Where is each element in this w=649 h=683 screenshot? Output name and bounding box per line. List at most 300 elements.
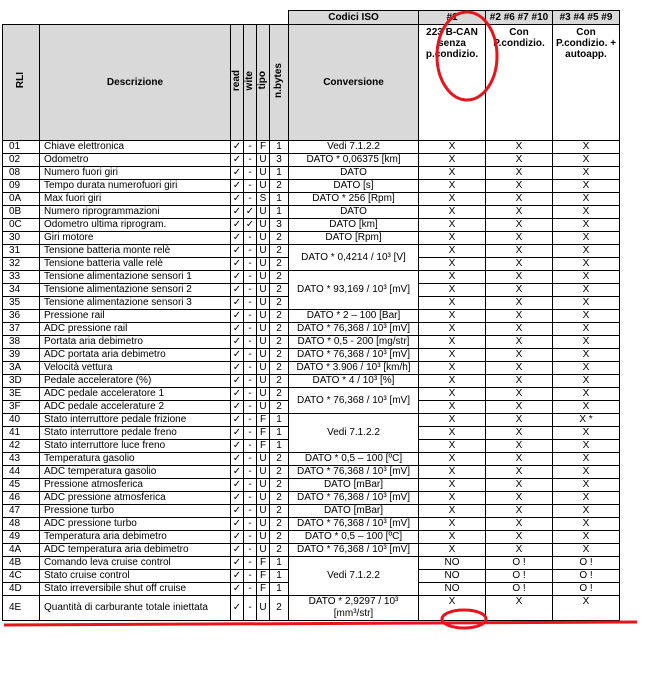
nbytes-cell: 2 [270, 518, 289, 531]
description-cell: ADC pedale acceleratore 1 [40, 388, 231, 401]
header-iso-2-sub: Con P.condizio. [486, 25, 553, 141]
rli-cell: 3E [3, 388, 40, 401]
iso-1-cell: X [419, 596, 486, 621]
write-cell: - [244, 284, 257, 297]
iso-2-cell: X [486, 466, 553, 479]
tipo-cell: U [257, 206, 270, 219]
iso-2-cell: X [486, 206, 553, 219]
rli-table [2, 10, 620, 621]
iso-2-cell: X [486, 531, 553, 544]
iso-2-cell: X [486, 141, 553, 154]
header-read-label: read [231, 69, 242, 92]
iso-2-cell: X [486, 518, 553, 531]
nbytes-cell: 2 [270, 297, 289, 310]
header-nbytes [270, 25, 289, 141]
iso-2-cell: X [486, 479, 553, 492]
nbytes-cell: 1 [270, 193, 289, 206]
nbytes-cell: 1 [270, 570, 289, 583]
description-cell: Numero riprogrammazioni [40, 206, 231, 219]
iso-1-cell: X [419, 297, 486, 310]
write-cell: - [244, 141, 257, 154]
description-cell: Tempo durata numerofuori giri [40, 180, 231, 193]
read-cell: ✓ [231, 375, 244, 388]
tipo-cell: U [257, 466, 270, 479]
read-cell: ✓ [231, 479, 244, 492]
nbytes-cell: 2 [270, 323, 289, 336]
write-cell: - [244, 245, 257, 258]
tipo-cell: U [257, 505, 270, 518]
iso-2-cell: X [486, 362, 553, 375]
iso-1-cell: X [419, 219, 486, 232]
read-cell: ✓ [231, 401, 244, 414]
conversion-cell: DATO [289, 167, 419, 180]
conversion-cell: DATO * 76,368 / 10³ [mV] [289, 518, 419, 531]
tipo-cell: U [257, 531, 270, 544]
nbytes-cell: 3 [270, 154, 289, 167]
nbytes-cell: 2 [270, 258, 289, 271]
write-cell: - [244, 583, 257, 596]
read-cell: ✓ [231, 388, 244, 401]
write-cell: - [244, 180, 257, 193]
iso-3-cell: X [553, 271, 620, 284]
iso-3-cell: X [553, 297, 620, 310]
write-cell: - [244, 557, 257, 570]
tipo-cell: U [257, 180, 270, 193]
tipo-cell: F [257, 583, 270, 596]
iso-3-cell: X [553, 141, 620, 154]
nbytes-cell: 1 [270, 557, 289, 570]
iso-1-cell: NO [419, 557, 486, 570]
read-cell: ✓ [231, 544, 244, 557]
conversion-cell: DATO [mBar] [289, 505, 419, 518]
description-cell: ADC pressione turbo [40, 518, 231, 531]
table-row [3, 479, 620, 492]
tipo-cell: U [257, 232, 270, 245]
iso-1-cell: X [419, 492, 486, 505]
nbytes-cell: 1 [270, 141, 289, 154]
rli-cell: 48 [3, 518, 40, 531]
iso-1-cell: X [419, 375, 486, 388]
read-cell: ✓ [231, 349, 244, 362]
iso-1-cell: X [419, 531, 486, 544]
conversion-cell: DATO * 76,368 / 10³ [mV] [289, 544, 419, 557]
conversion-cell: DATO * 256 [Rpm] [289, 193, 419, 206]
description-cell: Odometro ultima riprogram. [40, 219, 231, 232]
write-cell: - [244, 310, 257, 323]
read-cell: ✓ [231, 297, 244, 310]
nbytes-cell: 3 [270, 219, 289, 232]
table-row [3, 206, 620, 219]
nbytes-cell: 1 [270, 206, 289, 219]
rli-cell: 41 [3, 427, 40, 440]
rli-cell: 4C [3, 570, 40, 583]
iso-2-cell: X [486, 258, 553, 271]
header-iso-1-sub: 223 B-CAN senza p.condizio. [419, 25, 486, 141]
iso-2-cell: X [486, 492, 553, 505]
iso-3-cell: X [553, 531, 620, 544]
rli-cell: 0C [3, 219, 40, 232]
write-cell: - [244, 362, 257, 375]
iso-1-cell: X [419, 245, 486, 258]
iso-3-cell: X [553, 518, 620, 531]
iso-3-cell: X [553, 323, 620, 336]
iso-1-cell: NO [419, 583, 486, 596]
conversion-cell: DATO * 3.906 / 10³ [km/h] [289, 362, 419, 375]
iso-2-cell: X [486, 232, 553, 245]
tipo-cell: F [257, 557, 270, 570]
table-row [3, 466, 620, 479]
iso-3-cell: X [553, 206, 620, 219]
iso-1-cell: X [419, 310, 486, 323]
nbytes-cell: 1 [270, 440, 289, 453]
iso-2-cell: X [486, 505, 553, 518]
nbytes-cell: 2 [270, 505, 289, 518]
iso-2-cell: X [486, 180, 553, 193]
rli-cell: 31 [3, 245, 40, 258]
iso-1-cell: NO [419, 570, 486, 583]
iso-2-cell: X [486, 297, 553, 310]
table-row [3, 323, 620, 336]
tipo-cell: U [257, 388, 270, 401]
write-cell: - [244, 570, 257, 583]
iso-1-cell: X [419, 284, 486, 297]
rli-cell: 35 [3, 297, 40, 310]
iso-3-cell: X [553, 154, 620, 167]
iso-3-cell: X [553, 466, 620, 479]
conversion-cell: DATO * 0,5 – 100 [ºC] [289, 453, 419, 466]
description-cell: Pressione rail [40, 310, 231, 323]
read-cell: ✓ [231, 427, 244, 440]
iso-2-cell: X [486, 544, 553, 557]
description-cell: Tensione alimentazione sensori 2 [40, 284, 231, 297]
nbytes-cell: 2 [270, 180, 289, 193]
description-cell: Comando leva cruise control [40, 557, 231, 570]
description-cell: Pedale acceleratore (%) [40, 375, 231, 388]
conversion-cell: DATO * 76,368 / 10³ [mV] [289, 323, 419, 336]
iso-3-cell: X [553, 375, 620, 388]
iso-3-cell: X [553, 596, 620, 621]
conversion-cell: DATO * 0,5 - 200 [mg/str] [289, 336, 419, 349]
iso-1-cell: X [419, 167, 486, 180]
table-row [3, 219, 620, 232]
conversion-cell: DATO * 2,9297 / 10³ [mm³/str] [289, 596, 419, 621]
tipo-cell: U [257, 154, 270, 167]
tipo-cell: U [257, 479, 270, 492]
iso-1-cell: X [419, 505, 486, 518]
nbytes-cell: 2 [270, 596, 289, 621]
iso-3-cell: X [553, 232, 620, 245]
conversion-cell: DATO * 76,368 / 10³ [mV] [289, 466, 419, 479]
tipo-cell: F [257, 440, 270, 453]
iso-1-cell: X [419, 466, 486, 479]
description-cell: Tensione batteria valle relè [40, 258, 231, 271]
rli-cell: 43 [3, 453, 40, 466]
tipo-cell: U [257, 245, 270, 258]
description-cell: Stato interruttore luce freno [40, 440, 231, 453]
iso-3-cell: X [553, 505, 620, 518]
nbytes-cell: 2 [270, 284, 289, 297]
nbytes-cell: 2 [270, 479, 289, 492]
read-cell: ✓ [231, 440, 244, 453]
nbytes-cell: 2 [270, 388, 289, 401]
nbytes-cell: 1 [270, 583, 289, 596]
nbytes-cell: 2 [270, 375, 289, 388]
conversion-cell: DATO * 76,368 / 10³ [mV] [289, 349, 419, 362]
nbytes-cell: 2 [270, 310, 289, 323]
conversion-cell: DATO * 76,368 / 10³ [mV] [289, 492, 419, 505]
table-row [3, 141, 620, 154]
rli-cell: 32 [3, 258, 40, 271]
header-rli-label: RLI [15, 72, 26, 89]
read-cell: ✓ [231, 453, 244, 466]
iso-2-cell: O ! [486, 557, 553, 570]
read-cell: ✓ [231, 245, 244, 258]
write-cell: - [244, 544, 257, 557]
nbytes-cell: 2 [270, 362, 289, 375]
write-cell: - [244, 401, 257, 414]
description-cell: ADC pressione atmosferica [40, 492, 231, 505]
rli-cell: 3F [3, 401, 40, 414]
iso-2-cell: X [486, 154, 553, 167]
table-row [3, 414, 620, 427]
nbytes-cell: 2 [270, 466, 289, 479]
write-cell: - [244, 336, 257, 349]
tipo-cell: U [257, 401, 270, 414]
conversion-cell: DATO [mBar] [289, 479, 419, 492]
description-cell: Odometro [40, 154, 231, 167]
description-cell: Tensione batteria monte relè [40, 245, 231, 258]
tipo-cell: U [257, 336, 270, 349]
nbytes-cell: 2 [270, 349, 289, 362]
read-cell: ✓ [231, 154, 244, 167]
nbytes-cell: 2 [270, 453, 289, 466]
iso-3-cell: X [553, 258, 620, 271]
iso-1-cell: X [419, 180, 486, 193]
rli-cell: 49 [3, 531, 40, 544]
write-cell: - [244, 388, 257, 401]
rli-cell: 4B [3, 557, 40, 570]
description-cell: Quantità di carburante totale iniettata [40, 596, 231, 621]
conversion-cell: DATO * 4 / 10³ [%] [289, 375, 419, 388]
table-body [3, 141, 620, 621]
description-cell: Chiave elettronica [40, 141, 231, 154]
read-cell: ✓ [231, 596, 244, 621]
table-row [3, 180, 620, 193]
rli-cell: 39 [3, 349, 40, 362]
nbytes-cell: 2 [270, 336, 289, 349]
iso-3-cell: X [553, 544, 620, 557]
description-cell: ADC portata aria debimetro [40, 349, 231, 362]
rli-cell: 34 [3, 284, 40, 297]
write-cell: - [244, 375, 257, 388]
iso-3-cell: X [553, 492, 620, 505]
iso-3-cell: X [553, 193, 620, 206]
conversion-cell: DATO [289, 206, 419, 219]
iso-2-cell: O ! [486, 583, 553, 596]
iso-2-cell: X [486, 167, 553, 180]
description-cell: Temperatura aria debimetro [40, 531, 231, 544]
iso-3-cell: O ! [553, 583, 620, 596]
iso-1-cell: X [419, 427, 486, 440]
iso-1-cell: X [419, 232, 486, 245]
iso-3-cell: X [553, 427, 620, 440]
read-cell: ✓ [231, 284, 244, 297]
rli-cell: 47 [3, 505, 40, 518]
tipo-cell: F [257, 141, 270, 154]
write-cell: - [244, 531, 257, 544]
rli-cell: 33 [3, 271, 40, 284]
iso-3-cell: X [553, 180, 620, 193]
rli-cell: 42 [3, 440, 40, 453]
iso-1-cell: X [419, 440, 486, 453]
nbytes-cell: 1 [270, 427, 289, 440]
table-row [3, 154, 620, 167]
description-cell: ADC pedale accelerature 2 [40, 401, 231, 414]
iso-1-cell: X [419, 479, 486, 492]
iso-2-cell: X [486, 388, 553, 401]
iso-2-cell: X [486, 219, 553, 232]
rli-cell: 44 [3, 466, 40, 479]
table-row [3, 557, 620, 570]
description-cell: Stato cruise control [40, 570, 231, 583]
tipo-cell: F [257, 570, 270, 583]
header-write-label: wite [244, 70, 255, 91]
nbytes-cell: 1 [270, 414, 289, 427]
tipo-cell: S [257, 193, 270, 206]
write-cell: - [244, 479, 257, 492]
tipo-cell: U [257, 167, 270, 180]
iso-2-cell: X [486, 310, 553, 323]
nbytes-cell: 2 [270, 492, 289, 505]
header-iso-2-top: #2 #6 #7 #10 [486, 11, 553, 25]
description-cell: Velocità vettura [40, 362, 231, 375]
read-cell: ✓ [231, 336, 244, 349]
header-tipo [257, 25, 270, 141]
rli-cell: 3D [3, 375, 40, 388]
table-row [3, 245, 620, 258]
conversion-cell: DATO * 0,5 – 100 [ºC] [289, 531, 419, 544]
write-cell: ✓ [244, 206, 257, 219]
read-cell: ✓ [231, 271, 244, 284]
iso-2-cell: X [486, 401, 553, 414]
description-cell: ADC temperatura aria debimetro [40, 544, 231, 557]
iso-3-cell: X [553, 479, 620, 492]
description-cell: Stato interruttore pedale frizione [40, 414, 231, 427]
description-cell: Stato interruttore pedale freno [40, 427, 231, 440]
iso-2-cell: O ! [486, 570, 553, 583]
read-cell: ✓ [231, 557, 244, 570]
tipo-cell: U [257, 349, 270, 362]
iso-3-cell: X [553, 336, 620, 349]
header-tipo-label: tipo [257, 71, 268, 90]
write-cell: - [244, 453, 257, 466]
red-underline-annotation [4, 622, 637, 625]
write-cell: - [244, 466, 257, 479]
table-row [3, 362, 620, 375]
read-cell: ✓ [231, 414, 244, 427]
iso-2-cell: X [486, 284, 553, 297]
table-row [3, 336, 620, 349]
iso-2-cell: X [486, 323, 553, 336]
nbytes-cell: 1 [270, 167, 289, 180]
header-iso-1-top: #1 [419, 11, 486, 25]
rli-cell: 37 [3, 323, 40, 336]
read-cell: ✓ [231, 531, 244, 544]
table-row [3, 232, 620, 245]
header-rli [3, 25, 40, 141]
description-cell: ADC temperatura gasolio [40, 466, 231, 479]
rli-cell: 01 [3, 141, 40, 154]
table-row [3, 518, 620, 531]
table-row [3, 271, 620, 284]
header-conversione: Conversione [289, 25, 419, 141]
description-cell: Giri motore [40, 232, 231, 245]
document-page [2, 10, 620, 621]
tipo-cell: U [257, 362, 270, 375]
iso-1-cell: X [419, 323, 486, 336]
iso-3-cell: X [553, 219, 620, 232]
header-nbytes-label: n.bytes [273, 62, 284, 98]
iso-1-cell: X [419, 414, 486, 427]
table-row [3, 453, 620, 466]
write-cell: - [244, 323, 257, 336]
table-row [3, 505, 620, 518]
write-cell: - [244, 505, 257, 518]
header-read [231, 25, 244, 141]
iso-2-cell: X [486, 375, 553, 388]
table-row [3, 544, 620, 557]
read-cell: ✓ [231, 258, 244, 271]
iso-2-cell: X [486, 427, 553, 440]
write-cell: - [244, 154, 257, 167]
nbytes-cell: 2 [270, 531, 289, 544]
iso-2-cell: X [486, 453, 553, 466]
rli-cell: 30 [3, 232, 40, 245]
conversion-cell: DATO * 0,06375 [km] [289, 154, 419, 167]
header-codici-iso: Codici ISO [289, 11, 419, 25]
write-cell: - [244, 297, 257, 310]
write-cell: - [244, 440, 257, 453]
iso-3-cell: X [553, 362, 620, 375]
table-row [3, 596, 620, 621]
write-cell: - [244, 232, 257, 245]
read-cell: ✓ [231, 505, 244, 518]
table-row [3, 310, 620, 323]
read-cell: ✓ [231, 167, 244, 180]
iso-1-cell: X [419, 258, 486, 271]
iso-3-cell: X [553, 245, 620, 258]
iso-1-cell: X [419, 193, 486, 206]
table-row [3, 531, 620, 544]
tipo-cell: U [257, 258, 270, 271]
iso-2-cell: X [486, 414, 553, 427]
iso-2-cell: X [486, 440, 553, 453]
write-cell: - [244, 492, 257, 505]
rli-cell: 4D [3, 583, 40, 596]
write-cell: - [244, 193, 257, 206]
tipo-cell: U [257, 453, 270, 466]
read-cell: ✓ [231, 362, 244, 375]
conversion-cell: DATO * 2 – 100 [Bar] [289, 310, 419, 323]
tipo-cell: U [257, 284, 270, 297]
description-cell: Portata aria debimetro [40, 336, 231, 349]
table-row [3, 492, 620, 505]
header-corner [3, 11, 289, 25]
iso-3-cell: X [553, 310, 620, 323]
table-row [3, 388, 620, 401]
rli-cell: 38 [3, 336, 40, 349]
read-cell: ✓ [231, 570, 244, 583]
